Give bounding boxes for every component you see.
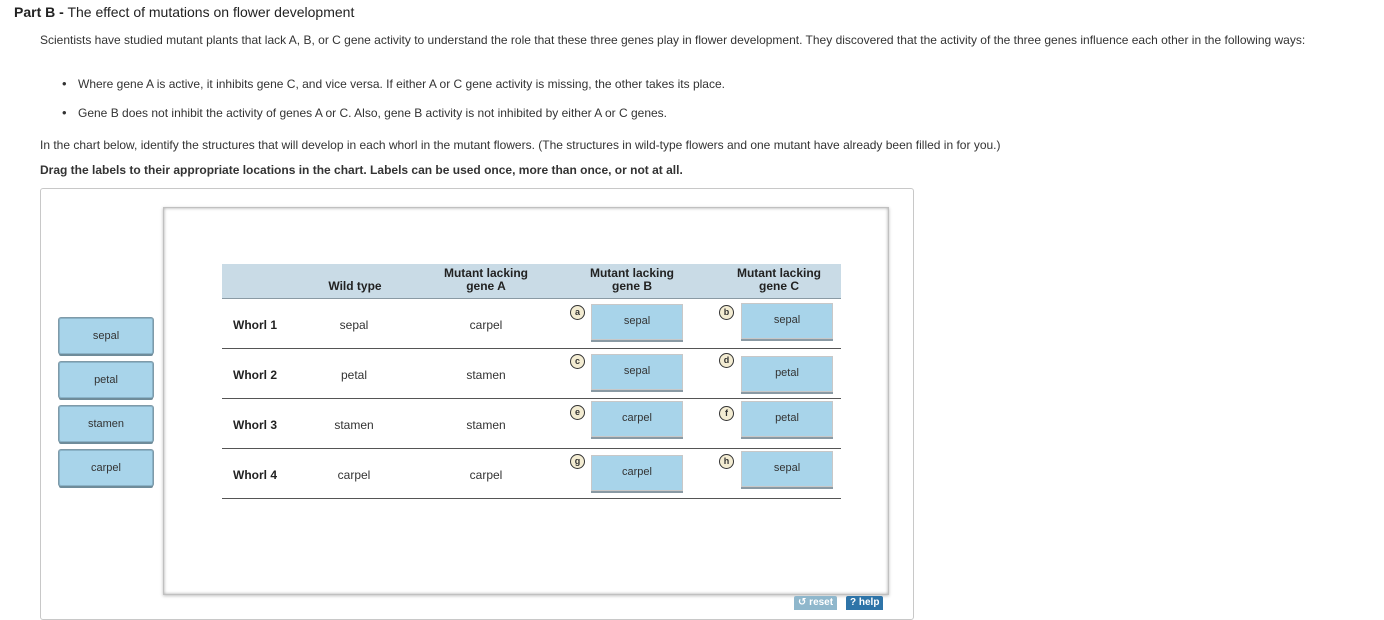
row-divider (222, 498, 841, 499)
whorl-2-mutant-a: stamen (466, 368, 506, 382)
header-mutant-c (719, 267, 839, 293)
header-mutant-a (426, 267, 546, 293)
header-mutant-c-line2: gene C (758, 279, 799, 293)
marker-f: f (719, 406, 734, 421)
part-separator: - (59, 4, 64, 20)
help-icon: ? (850, 597, 857, 608)
part-title (14, 4, 354, 20)
marker-a: a (570, 305, 585, 320)
part-prefix: Part B (14, 4, 56, 20)
intro-paragraph: Scientists have studied mutant plants that lack A, B, or C gene activity to understand the role that these three genes play in flower development. They discovered that the activity of the three genes influence each other in the following ways: (40, 33, 1306, 47)
drop-target-c[interactable]: sepal (591, 354, 683, 390)
row-divider (222, 448, 841, 449)
marker-h: h (719, 454, 734, 469)
whorl-3-mutant-a: stamen (466, 418, 506, 432)
row-divider (222, 348, 841, 349)
reset-icon: ↺ (798, 597, 807, 608)
drop-target-e[interactable]: carpel (591, 401, 683, 437)
bullet-list (62, 76, 725, 134)
whorl-4-label: Whorl 4 (233, 468, 277, 482)
bullet-item: • Where gene A is active, it inhibits gene C, and vice versa. If either A or C gene activity is missing, the other takes its place. (62, 76, 725, 105)
whorl-1-wild: sepal (339, 318, 369, 332)
drop-target-a[interactable]: sepal (591, 304, 683, 340)
label-carpel[interactable]: carpel (59, 450, 153, 486)
marker-g: g (570, 454, 585, 469)
drag-instructions: Drag the labels to their appropriate locations in the chart. Labels can be used once, more than once, or not at all. (40, 163, 683, 177)
header-mutant-a-line2: gene A (466, 279, 506, 293)
whorl-3-wild: stamen (334, 418, 374, 432)
part-title-text: The effect of mutations on flower development (67, 4, 355, 20)
label-petal[interactable]: petal (59, 362, 153, 398)
drop-target-b[interactable]: sepal (741, 303, 833, 339)
label-sepal[interactable]: sepal (59, 318, 153, 354)
header-mutant-b-line2: gene B (611, 279, 652, 293)
header-mutant-a-line1: Mutant lacking (443, 266, 528, 280)
header-mutant-c-line1: Mutant lacking (736, 266, 821, 280)
whorl-1-mutant-a: carpel (469, 318, 503, 332)
whorl-1-label: Whorl 1 (233, 318, 277, 332)
whorl-3-label: Whorl 3 (233, 418, 277, 432)
marker-e: e (570, 405, 585, 420)
header-mutant-b (572, 267, 692, 293)
help-label: help (858, 597, 880, 608)
drop-target-f[interactable]: petal (741, 401, 833, 437)
label-stamen[interactable]: stamen (59, 406, 153, 442)
marker-c: c (570, 354, 585, 369)
reset-label: reset (809, 597, 834, 608)
marker-b: b (719, 305, 734, 320)
whorl-2-wild: petal (340, 368, 368, 382)
header-wild-type: Wild type (328, 279, 382, 293)
marker-d: d (719, 353, 734, 368)
whorl-4-wild: carpel (337, 468, 371, 482)
whorl-2-label: Whorl 2 (233, 368, 277, 382)
header-mutant-b-line1: Mutant lacking (589, 266, 674, 280)
drop-target-h[interactable]: sepal (741, 451, 833, 487)
whorl-4-mutant-a: carpel (469, 468, 503, 482)
drop-target-g[interactable]: carpel (591, 455, 683, 491)
row-divider (222, 398, 841, 399)
drop-target-d[interactable]: petal (741, 356, 833, 392)
bullet-item: • Gene B does not inhibit the activity of genes A or C. Also, gene B activity is not inhibited by either A or C genes. (62, 105, 725, 134)
chart-intro: In the chart below, identify the structures that will develop in each whorl in the mutant flowers. (The structures in wild-type flowers and one mutant have already been filled in for you.) (40, 138, 1001, 152)
